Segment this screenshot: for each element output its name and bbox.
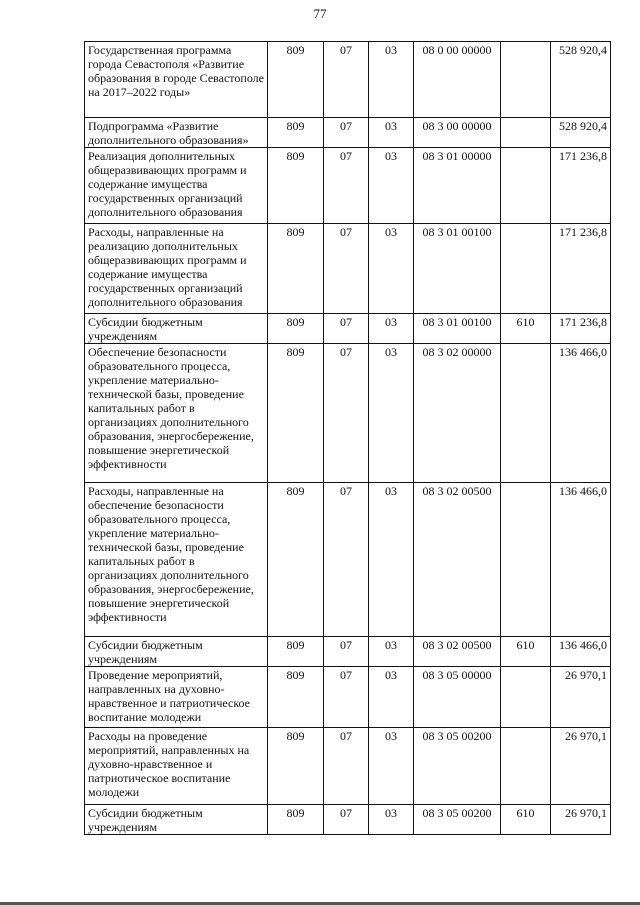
row-ministry-code: 809	[268, 344, 324, 483]
row-section-code: 07	[324, 224, 369, 314]
table-row	[85, 805, 611, 835]
row-section-code: 07	[324, 42, 369, 118]
row-target-article: 08 3 02 00000	[414, 344, 501, 483]
row-target-article: 08 3 05 00200	[414, 805, 501, 835]
row-subsection-code: 03	[369, 805, 414, 835]
row-amount: 26 970,1	[551, 667, 611, 728]
row-section-code: 07	[324, 667, 369, 728]
row-expense-type	[501, 483, 551, 637]
row-target-article: 08 3 00 00000	[414, 118, 501, 148]
row-section-code: 07	[324, 637, 369, 667]
row-name: Субсидии бюджетным учреждениям	[85, 314, 268, 344]
table-row	[85, 637, 611, 667]
row-expense-type	[501, 344, 551, 483]
row-name: Расходы, направленные на обеспечение безопасности образовательного процесса, укрепление материально-технической базы, проведение капитальных работ в организациях дополнительного образования, энергосбережение, повышение энергетической эффективности	[85, 483, 268, 637]
row-section-code: 07	[324, 314, 369, 344]
table-row	[85, 314, 611, 344]
row-expense-type	[501, 42, 551, 118]
row-ministry-code: 809	[268, 314, 324, 344]
row-subsection-code: 03	[369, 483, 414, 637]
row-expense-type: 610	[501, 314, 551, 344]
row-target-article: 08 3 01 00000	[414, 148, 501, 224]
row-expense-type: 610	[501, 805, 551, 835]
table-row	[85, 118, 611, 148]
row-section-code: 07	[324, 805, 369, 835]
row-ministry-code: 809	[268, 118, 324, 148]
row-amount: 171 236,8	[551, 224, 611, 314]
row-ministry-code: 809	[268, 148, 324, 224]
row-amount: 528 920,4	[551, 42, 611, 118]
row-amount: 136 466,0	[551, 344, 611, 483]
row-name: Подпрограмма «Развитие дополнительного образования»	[85, 118, 268, 148]
table-row	[85, 42, 611, 118]
row-amount: 528 920,4	[551, 118, 611, 148]
table-row	[85, 224, 611, 314]
table-row	[85, 728, 611, 805]
row-target-article: 08 3 01 00100	[414, 224, 501, 314]
row-subsection-code: 03	[369, 224, 414, 314]
row-expense-type	[501, 148, 551, 224]
row-expense-type	[501, 728, 551, 805]
row-ministry-code: 809	[268, 667, 324, 728]
row-ministry-code: 809	[268, 637, 324, 667]
row-subsection-code: 03	[369, 344, 414, 483]
budget-table	[84, 41, 611, 835]
page-number: 77	[313, 6, 327, 21]
row-amount: 136 466,0	[551, 637, 611, 667]
row-name: Реализация дополнительных общеразвивающих программ и содержание имущества государственных организаций дополнительного образования	[85, 148, 268, 224]
row-target-article: 08 0 00 00000	[414, 42, 501, 118]
row-amount: 26 970,1	[551, 805, 611, 835]
row-subsection-code: 03	[369, 148, 414, 224]
row-subsection-code: 03	[369, 667, 414, 728]
row-target-article: 08 3 02 00500	[414, 637, 501, 667]
row-name: Проведение мероприятий, направленных на духовно-нравственное и патриотическое воспитание молодежи	[85, 667, 268, 728]
row-ministry-code: 809	[268, 805, 324, 835]
row-ministry-code: 809	[268, 224, 324, 314]
row-subsection-code: 03	[369, 42, 414, 118]
row-name: Субсидии бюджетным учреждениям	[85, 805, 268, 835]
row-section-code: 07	[324, 118, 369, 148]
row-expense-type	[501, 118, 551, 148]
row-target-article: 08 3 02 00500	[414, 483, 501, 637]
row-section-code: 07	[324, 728, 369, 805]
row-ministry-code: 809	[268, 483, 324, 637]
row-name: Государственная программа города Севастополя «Развитие образования в городе Севастополе на 2017–2022 годы»	[85, 42, 268, 118]
row-expense-type	[501, 667, 551, 728]
row-expense-type	[501, 224, 551, 314]
row-ministry-code: 809	[268, 728, 324, 805]
row-subsection-code: 03	[369, 637, 414, 667]
row-subsection-code: 03	[369, 118, 414, 148]
row-target-article: 08 3 01 00100	[414, 314, 501, 344]
row-target-article: 08 3 05 00200	[414, 728, 501, 805]
row-section-code: 07	[324, 344, 369, 483]
budget-table-body	[85, 42, 611, 835]
row-section-code: 07	[324, 483, 369, 637]
table-row	[85, 148, 611, 224]
row-name: Расходы, направленные на реализацию дополнительных общеразвивающих программ и содержание имущества государственных организаций дополнительного образования	[85, 224, 268, 314]
row-name: Обеспечение безопасности образовательного процесса, укрепление материально-технической базы, проведение капитальных работ в организациях дополнительного образования, энергосбережение, повышение энергетической эффективности	[85, 344, 268, 483]
table-row	[85, 483, 611, 637]
row-amount: 136 466,0	[551, 483, 611, 637]
row-expense-type: 610	[501, 637, 551, 667]
row-name: Расходы на проведение мероприятий, направленных на духовно-нравственное и патриотическое воспитание молодежи	[85, 728, 268, 805]
row-subsection-code: 03	[369, 728, 414, 805]
table-row	[85, 667, 611, 728]
row-subsection-code: 03	[369, 314, 414, 344]
row-section-code: 07	[324, 148, 369, 224]
row-name: Субсидии бюджетным учреждениям	[85, 637, 268, 667]
row-amount: 26 970,1	[551, 728, 611, 805]
table-row	[85, 344, 611, 483]
row-ministry-code: 809	[268, 42, 324, 118]
row-target-article: 08 3 05 00000	[414, 667, 501, 728]
row-amount: 171 236,8	[551, 148, 611, 224]
row-amount: 171 236,8	[551, 314, 611, 344]
